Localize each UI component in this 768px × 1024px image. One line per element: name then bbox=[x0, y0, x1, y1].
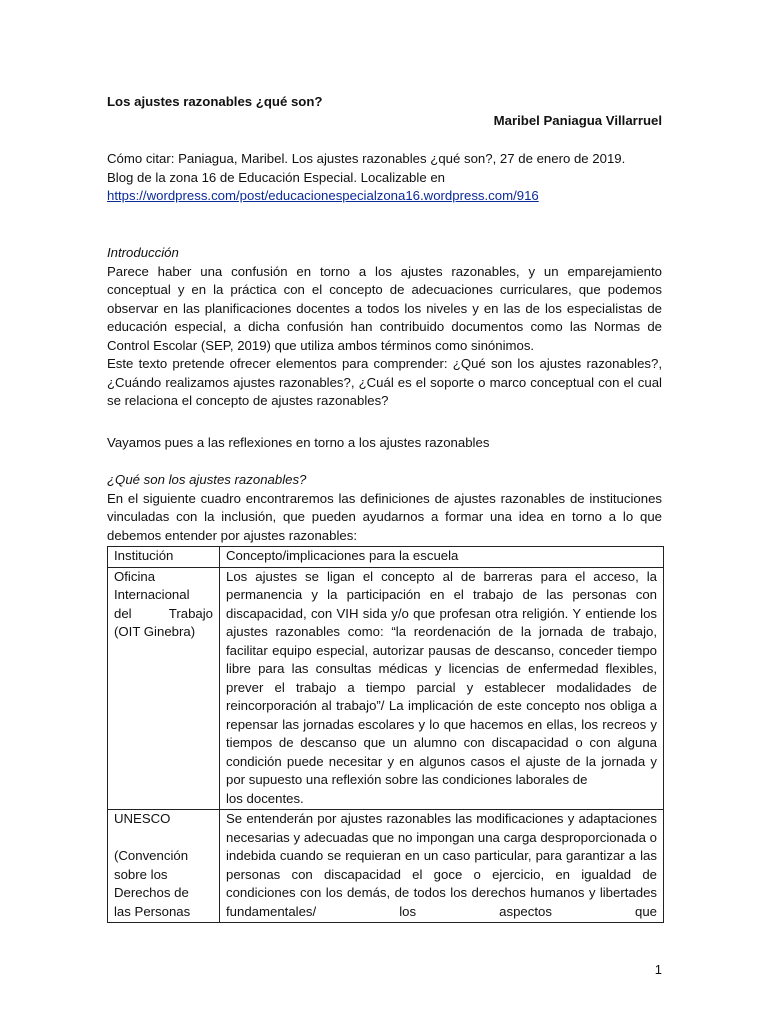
introduction-section bbox=[107, 244, 662, 411]
page-number: 1 bbox=[654, 962, 662, 977]
introduction-paragraph-2: Este texto pretende ofrecer elementos para comprender: ¿Qué son los ajustes razonables?, ¿Cuándo realizamos ajustes razonables?, ¿Cuál es el soporte o marco conceptual con el cual se relaciona el concepto de ajustes razonables? bbox=[107, 356, 662, 408]
citation-line-1: Cómo citar: Paniagua, Maribel. Los ajustes razonables ¿qué son?, 27 de enero de 2019. bbox=[107, 151, 626, 166]
institution-line: Derechos de bbox=[114, 885, 189, 900]
table-row bbox=[108, 567, 664, 810]
table-header-institution: Institución bbox=[108, 547, 220, 568]
institution-line: (Convención bbox=[114, 848, 189, 863]
institution-line: UNESCO bbox=[114, 811, 171, 826]
citation-block bbox=[107, 150, 662, 206]
definitions-heading: ¿Qué son los ajustes razonables? bbox=[107, 472, 307, 487]
institution-line: sobre los bbox=[114, 866, 168, 882]
concept-cell bbox=[220, 810, 664, 923]
citation-line-2: Blog de la zona 16 de Educación Especial. Localizable en bbox=[107, 169, 445, 185]
institution-line: (OIT Ginebra) bbox=[114, 624, 196, 639]
table-header-row bbox=[108, 547, 664, 568]
institution-cell bbox=[108, 810, 220, 923]
institution-line: Oficina bbox=[114, 568, 156, 584]
concept-cell bbox=[220, 567, 664, 810]
document-author: Maribel Paniagua Villarruel bbox=[493, 113, 662, 128]
definitions-table bbox=[107, 546, 664, 923]
definitions-section bbox=[107, 471, 662, 545]
concept-text-tail: los docentes. bbox=[226, 790, 304, 806]
institution-cell bbox=[108, 567, 220, 810]
reflexiones-line: Vayamos pues a las reflexiones en torno a los ajustes razonables bbox=[107, 435, 490, 450]
definitions-paragraph: En el siguiente cuadro encontraremos las definiciones de ajustes razonables de instituciones vinculadas con la inclusión, que pueden ayudarnos a formar una idea en torno a lo que debemos entender por ajustes razonables: bbox=[107, 490, 662, 543]
institution-line: Internacional bbox=[114, 587, 190, 602]
introduction-paragraph-1: Parece haber una confusión en torno a los ajustes razonables, y un emparejamiento conceptual y en la práctica con el concepto de adecuaciones curriculares, que podemos observar en las planificaciones docentes a todos los niveles y en las de los especialistas de educación especial, a dicha confusión han contribuido documentos como las Normas de Control Escolar (SEP, 2019) que utiliza ambos términos como sinónimos. bbox=[107, 263, 662, 353]
concept-text: Los ajustes se ligan el concepto al de barreras para el acceso, la permanencia y la participación en el trabajo de las personas con discapacidad, con VIH sida y/o que profesan otra religión. Y entiende los ajustes razonables como: “la reordenación de la jornada de trabajo, facilitar equipo especial, autorizar pausas de descanso, conceder tiempo libre para las consultas médicas y licencias de enfermedad flexibles, prever el trabajo a tiempo parcial y establecer modalidades de reincorporación al trabajo”/ La implicación de este concepto nos obliga a repensar las jornadas escolares y lo que hacemos en ellas, los recreos y tiempos de descanso que un alumno con discapacidad o con alguna condición puede necesitar y en algunos casos el ajuste de la jornada y por supuesto una reflexión sobre las condiciones laborales de bbox=[226, 568, 657, 787]
table-header-concept: Concepto/implicaciones para la escuela bbox=[220, 547, 664, 568]
institution-line: del Trabajo bbox=[114, 605, 213, 621]
institution-spacer bbox=[114, 829, 213, 848]
concept-text: Se entenderán por ajustes razonables las modificaciones y adaptaciones necesarias y adecuadas que no impongan una carga desproporcionada o indebida cuando se requieran en un caso particular, para garantizar a las personas con discapacidad el goce o ejercicio, en igualdad de condiciones con los demás, de todos los derechos humanos y libertades fundamentales/ los aspectos que bbox=[226, 811, 657, 919]
introduction-heading: Introducción bbox=[107, 245, 179, 260]
document-title: Los ajustes razonables ¿qué son? bbox=[107, 94, 323, 109]
citation-link[interactable]: https://wordpress.com/post/educacionespecialzona16.wordpress.com/916 bbox=[107, 188, 539, 203]
institution-line: las Personas bbox=[114, 903, 191, 919]
table-row bbox=[108, 810, 664, 923]
